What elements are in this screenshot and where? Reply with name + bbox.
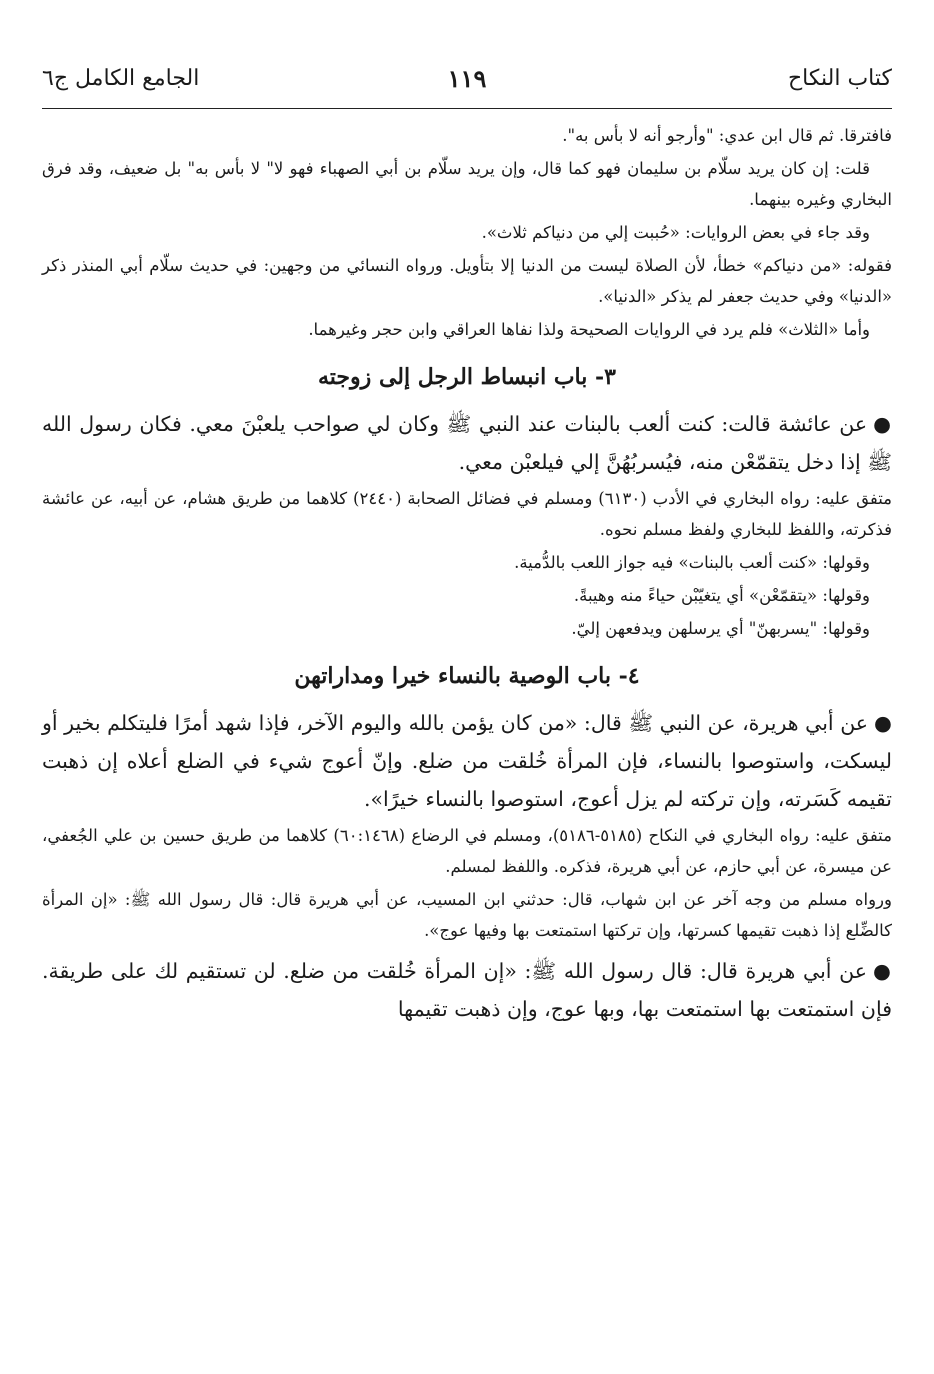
hadith-text: عن أبي هريرة قال: قال رسول الله ﷺ: «إن المرأة خُلقت من ضلع. لن تستقيم لك على طريقة. فإن استمتعت بها استمتعت بها، وبها عوج، وإن ذهبت تقيمها — [42, 959, 892, 1021]
bullet-icon: ● — [872, 959, 893, 983]
hadith-paragraph — [42, 952, 892, 1028]
section-heading: ٤- باب الوصية بالنساء خيرا ومداراتهن — [294, 663, 640, 689]
paragraph: فقوله: «من دنياكم» خطأ، لأن الصلاة ليست من الدنيا إلا بتأويل. ورواه النسائي من وجهين: في حديث سلّام أبي المنذر ذكر «الدنيا» وفي حديث جعفر لم يذكر «الدنيا». — [42, 256, 892, 306]
book-page — [42, 0, 892, 1374]
chapter-title: كتاب النكاح — [787, 66, 892, 91]
paragraph: ورواه مسلم من وجه آخر عن ابن شهاب، قال: حدثني ابن المسيب، عن أبي هريرة قال: قال رسول الله ﷺ: «إن المرأة كالضِّلع إذا ذهبت تقيمها كسرتها، وإن تركتها استمتعت بها وفيها عوج». — [42, 890, 892, 940]
bullet-icon: ● — [873, 412, 892, 436]
paragraph: وقولها: «يتقمّعْن» أي يتغيّبْن حياءً منه وهيبةً. — [573, 586, 870, 605]
paragraph: متفق عليه: رواه البخاري في الأدب (٦١٣٠) ومسلم في فضائل الصحابة (٢٤٤٠) كلاهما من طريق هشام، عن أبيه، عن عائشة فذكرته، واللفظ للبخاري ولفظ مسلم نحوه. — [42, 489, 893, 539]
paragraph: وأما «الثلاث» فلم يرد في الروايات الصحيحة ولذا نفاها العراقي وابن حجر وغيرهما. — [308, 320, 870, 339]
page-number: ١١٩ — [447, 64, 487, 93]
bullet-icon: ● — [874, 711, 892, 735]
hadith-text: عن أبي هريرة، عن النبي ﷺ قال: «من كان يؤمن بالله واليوم الآخر، فإذا شهد أمرًا فليتكلم بخير أو ليسكت، واستوصوا بالنساء، فإن المرأة خُلقت من ضلع. وإنّ أعوج شيء في الضلع أعلاه إن ذهبت تقيمه كَسَرته، وإن تركته لم يزل أعوج، استوصوا بالنساء خيرًا». — [42, 711, 892, 811]
paragraph: قلت: إن كان يريد سلّام بن سليمان فهو كما قال، وإن يريد سلّام بن أبي الصهباء فهو لا" لا بأس به" بل ضعيف، وقد فرق البخاري وغيره بينهما. — [42, 159, 892, 209]
paragraph: فافترقا. ثم قال ابن عدي: "وأرجو أنه لا بأس به". — [562, 126, 892, 145]
header-rule — [42, 108, 892, 109]
hadith-text: عن عائشة قالت: كنت ألعب بالبنات عند النبي ﷺ وكان لي صواحب يلعبْنَ معي. فكان رسول الله ﷺ إذا دخل يتقمّعْن منه، فيُسربُهُنَّ إلي فيلعبْن معي. — [42, 412, 892, 474]
page-body — [42, 120, 892, 1028]
hadith-paragraph — [42, 704, 892, 818]
book-title: الجامع الكامل ج٦ — [42, 66, 200, 91]
paragraph: وقولها: "يسربهنّ" أي يرسلهن ويدفعهن إليّ. — [571, 619, 870, 638]
paragraph: وقد جاء في بعض الروايات: «حُببت إلي من دنياكم ثلاث». — [481, 223, 870, 242]
page-header — [42, 62, 892, 102]
hadith-paragraph — [42, 405, 892, 481]
paragraph: وقولها: «كنت ألعب بالبنات» فيه جواز اللعب بالدُّمية. — [514, 553, 870, 572]
section-heading: ٣- باب انبساط الرجل إلى زوجته — [318, 364, 616, 390]
paragraph: متفق عليه: رواه البخاري في النكاح (٥١٨٥-٥١٨٦)، ومسلم في الرضاع (٦٠:١٤٦٨) كلاهما من طريق حسين بن علي الجُعفي، عن ميسرة، عن أبي حازم، عن أبي هريرة، فذكره. واللفظ لمسلم. — [42, 826, 892, 876]
